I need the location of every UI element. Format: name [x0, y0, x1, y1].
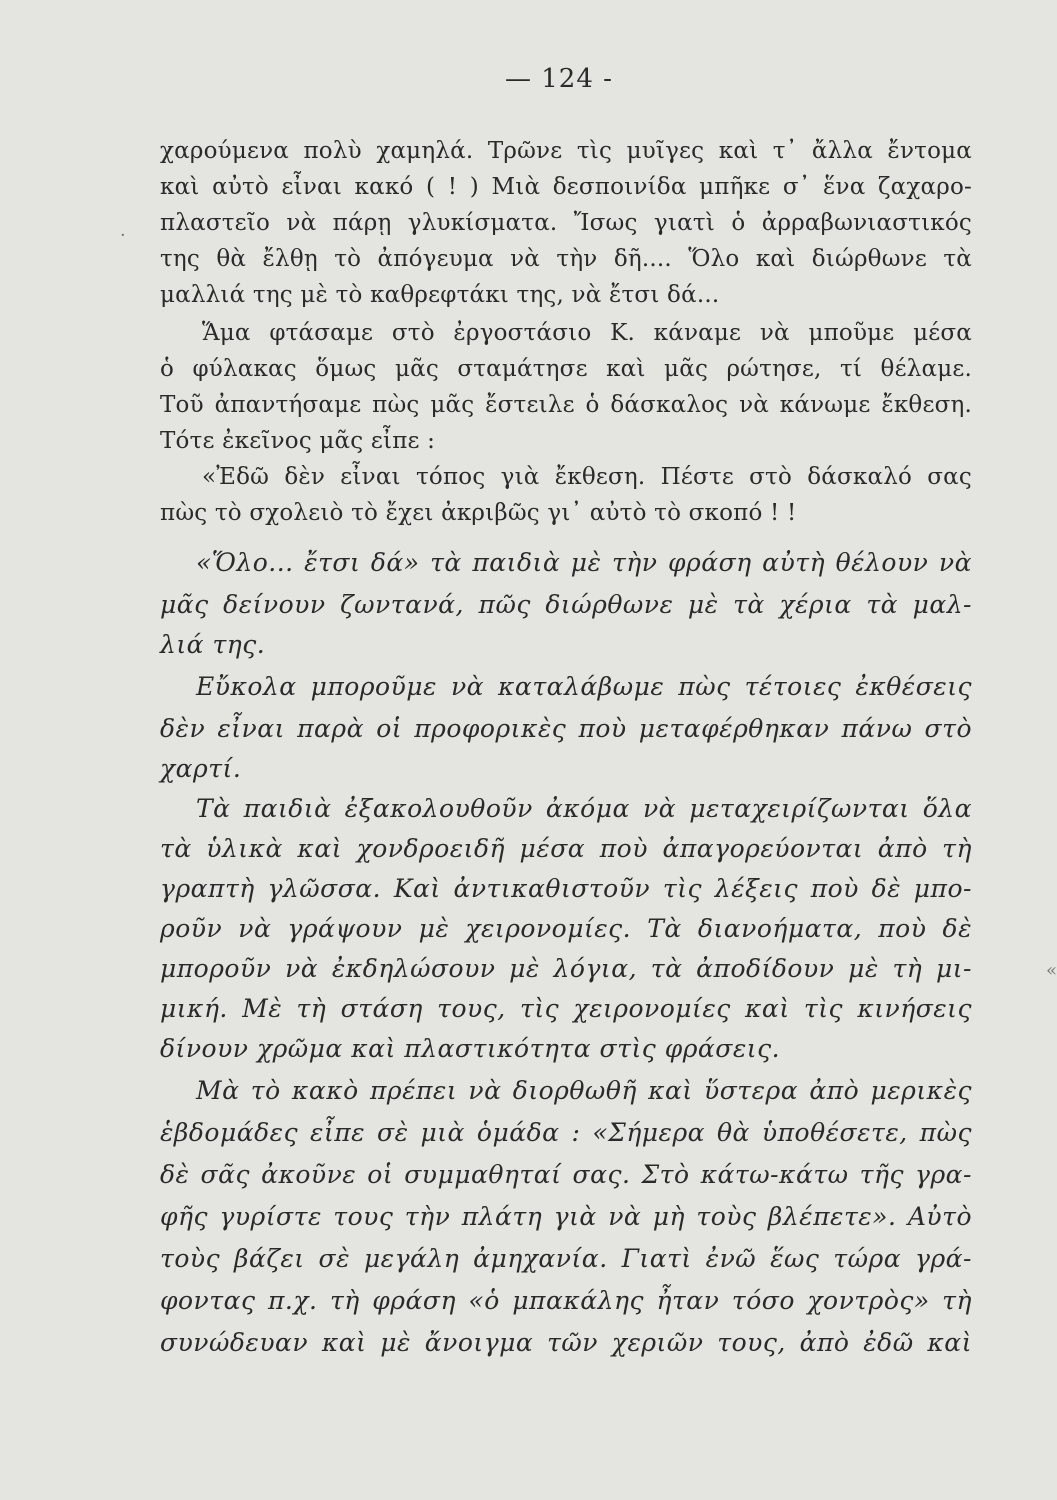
page-number: — 124 -	[505, 64, 613, 94]
text-line: δὲν εἶναι παρὰ οἱ προφορικὲς ποὺ μεταφέρθηκαν πάνω στὸ	[160, 714, 972, 743]
margin-mark: «	[1046, 960, 1057, 981]
text-line: ἑβδομάδες εἶπε σὲ μιὰ ὁμάδα : «Σήμερα θὰ ὑποθέσετε, πὼς	[160, 1118, 972, 1147]
text-line: γραπτὴ γλῶσσα. Καὶ ἀντικαθιστοῦν τὶς λέξεις ποὺ δὲ μπο-	[160, 874, 972, 903]
text-line: μική. Μὲ τὴ στάση τους, τὶς χειρονομίες καὶ τὶς κινήσεις	[160, 994, 972, 1023]
text-line: μᾶς δείνουν ζωντανά, πῶς διώρθωνε μὲ τὰ χέρια τὰ μαλ-	[160, 590, 972, 619]
text-line: καὶ αὐτὸ εἶναι κακό ( ! ) Μιὰ δεσποινίδα μπῆκε σ᾽ ἕνα ζαχαρο-	[160, 174, 972, 200]
text-line: της θὰ ἔλθῃ τὸ ἀπόγευμα νὰ τὴν δῆ.... Ὅλο καὶ διώρθωνε τὰ	[160, 246, 972, 272]
text-line: «Ἐδῶ δὲν εἶναι τόπος γιὰ ἔκθεση. Πέστε στὸ δάσκαλό σας	[202, 464, 972, 490]
text-line: δίνουν χρῶμα καὶ πλαστικότητα στὶς φράσεις.	[160, 1034, 781, 1063]
text-line: τοὺς βάζει σὲ μεγάλη ἀμηχανία. Γιατὶ ἐνῶ ἕως τώρα γρά-	[160, 1244, 972, 1273]
text-line: «Ὅλο... ἔτσι δά» τὰ παιδιὰ μὲ τὴν φράση αὐτὴ θέλουν νὰ	[196, 548, 972, 577]
text-line: χαρούμενα πολὺ χαμηλά. Τρῶνε τὶς μυῖγες καὶ τ᾽ ἄλλα ἔντομα	[160, 138, 972, 164]
margin-mark: ·	[120, 225, 126, 246]
text-line: λιά της.	[160, 630, 266, 659]
text-line: ὁ φύλακας ὅμως μᾶς σταμάτησε καὶ μᾶς ρώτησε, τί θέλαμε.	[160, 356, 972, 382]
text-line: μαλλιά της μὲ τὸ καθρεφτάκι της, νὰ ἔτσι δά...	[160, 282, 720, 308]
text-line: τὰ ὑλικὰ καὶ χονδροειδῆ μέσα ποὺ ἀπαγορεύονται ἀπὸ τὴ	[160, 834, 972, 863]
text-line: Τὰ παιδιὰ ἐξακολουθοῦν ἀκόμα νὰ μεταχειρίζωνται ὅλα	[196, 794, 972, 823]
text-line: χαρτί.	[160, 754, 242, 783]
text-line: Εὔκολα μποροῦμε νὰ καταλάβωμε πὼς τέτοιες ἐκθέσεις	[196, 672, 972, 701]
text-line: συνώδευαν καὶ μὲ ἄνοιγμα τῶν χεριῶν τους, ἀπὸ ἐδῶ καὶ	[160, 1328, 972, 1357]
text-line: Μὰ τὸ κακὸ πρέπει νὰ διορθωθῆ καὶ ὕστερα ἀπὸ μερικὲς	[196, 1076, 972, 1105]
text-line: Ἅμα φτάσαμε στὸ ἐργοστάσιο Κ. κάναμε νὰ μποῦμε μέσα	[202, 320, 972, 346]
text-line: μποροῦν νὰ ἐκδηλώσουν μὲ λόγια, τὰ ἀποδίδουν μὲ τὴ μι-	[160, 954, 972, 983]
text-line: πλαστεῖο νὰ πάρῃ γλυκίσματα. Ἴσως γιατὶ ὁ ἀρραβωνιαστικός	[160, 210, 972, 236]
text-line: ροῦν νὰ γράψουν μὲ χειρονομίες. Τὰ διανοήματα, ποὺ δὲ	[160, 914, 972, 943]
text-line: πὼς τὸ σχολειὸ τὸ ἔχει ἀκριβῶς γι᾽ αὐτὸ τὸ σκοπό ! !	[160, 500, 797, 526]
text-line: φοντας π.χ. τὴ φράση «ὁ μπακάλης ἦταν τόσο χοντρὸς» τὴ	[160, 1286, 972, 1315]
text-line: φῆς γυρίστε τους τὴν πλάτη γιὰ νὰ μὴ τοὺς βλέπετε». Αὐτὸ	[160, 1202, 972, 1231]
text-line: Τοῦ ἀπαντήσαμε πὼς μᾶς ἔστειλε ὁ δάσκαλος νὰ κάνωμε ἔκθεση.	[160, 392, 972, 418]
text-line: δὲ σᾶς ἀκοῦνε οἱ συμμαθηταί σας. Στὸ κάτω-κάτω τῆς γρα-	[160, 1160, 972, 1189]
text-line: Τότε ἐκεῖνος μᾶς εἶπε :	[160, 428, 436, 454]
